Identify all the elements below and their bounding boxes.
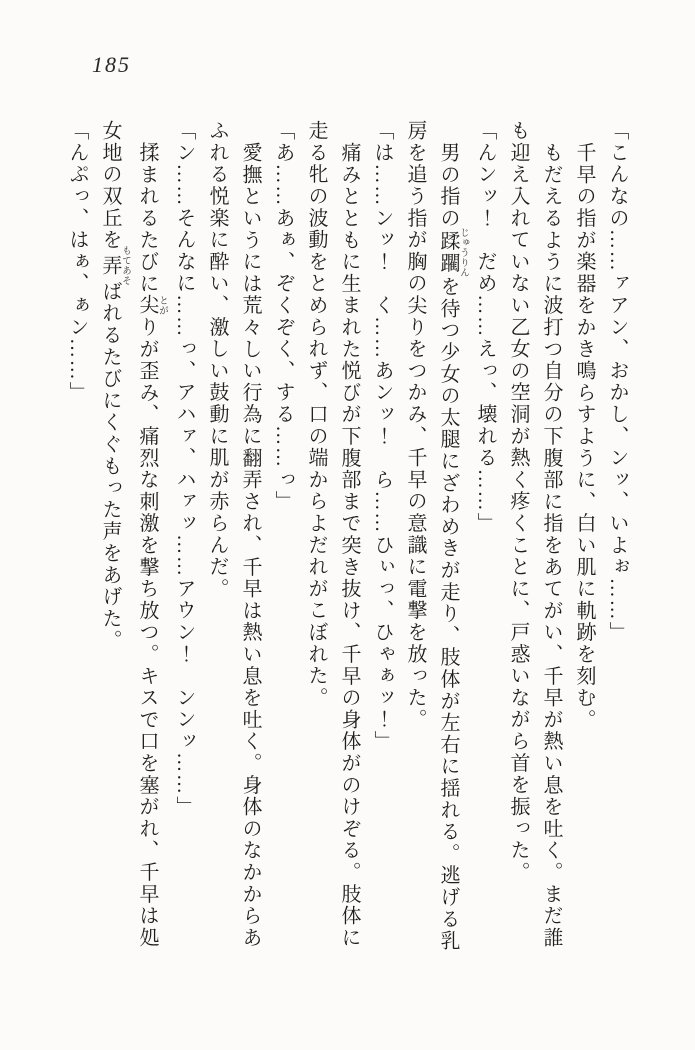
text-column: 女地の双丘を弄 もてあそばれるたびにくぐもった声をあげた。 <box>99 120 130 652</box>
ruby-annotated-word: 蹂躙 じゅうりん <box>437 227 468 278</box>
text-column: 房を追う指が胸の尖りをつかみ、千早の意識に電撃を放った。 <box>404 120 426 731</box>
text-column: もだえるように波打つ自分の下腹部に指をあてがい、千早が熱い息を吐く。まだ誰 <box>540 141 562 949</box>
text-column: 揉まれるたびに尖 とがりが歪み、痛烈な刺激を撃ち放つ。キスで口を塞がれ、千早は処 <box>136 141 167 949</box>
ruby-annotated-word: 弄 もてあそ <box>99 245 130 286</box>
text-column: 痛みとともに生まれた悦びが下腹部まで突き抜け、千早の身体がのけぞる。肢体に <box>338 141 360 949</box>
page-number: 185 <box>92 52 131 77</box>
text-column: 男の指の蹂躙 じゅうりんを待つ少女の太腿にざわめきが走り、肢体が左右に揺れる。逃げる乳 <box>437 141 468 952</box>
text-column: 「んぷっ、はぁ、ぁン……」 <box>66 120 88 404</box>
ruby-annotated-word: 尖 とが <box>136 294 167 317</box>
text-column: 走る牝の波動をとめられず、口の端からよだれがこぼれた。 <box>305 120 327 709</box>
text-column: も迎え入れていない乙女の空洞が熱く疼くことに、戸惑いながら首を振った。 <box>507 120 529 883</box>
text-column: 「あ……あぁ、ぞくぞく、する……っ」 <box>272 120 294 513</box>
text-column: 「は……ンッ！ く……あンッ！ ら……ひぃっ、ひゃぁッ！」 <box>371 120 393 753</box>
text-column: ふれる悦楽に酔い、激しい鼓動に肌が赤らんだ。 <box>206 120 228 600</box>
text-column: 「こんなの……ァアン、おかし、ンッ、いよぉ……」 <box>606 120 628 644</box>
text-column: 千早の指が楽器をかき鳴らすように、白い肌に軌跡を刻む。 <box>573 141 595 731</box>
vertical-text-block <box>60 120 633 954</box>
text-column: 「んンッ！ だめ……えっ、壊れる……」 <box>474 120 496 535</box>
text-column: 「ン……そんなに……っ、アハァ、ハァッ……アウン！ ンンッ……」 <box>173 120 195 818</box>
text-column: 愛撫というには荒々しい行為に翻弄され、千早は熱い息を吐く。身体のなかからあ <box>239 141 261 949</box>
